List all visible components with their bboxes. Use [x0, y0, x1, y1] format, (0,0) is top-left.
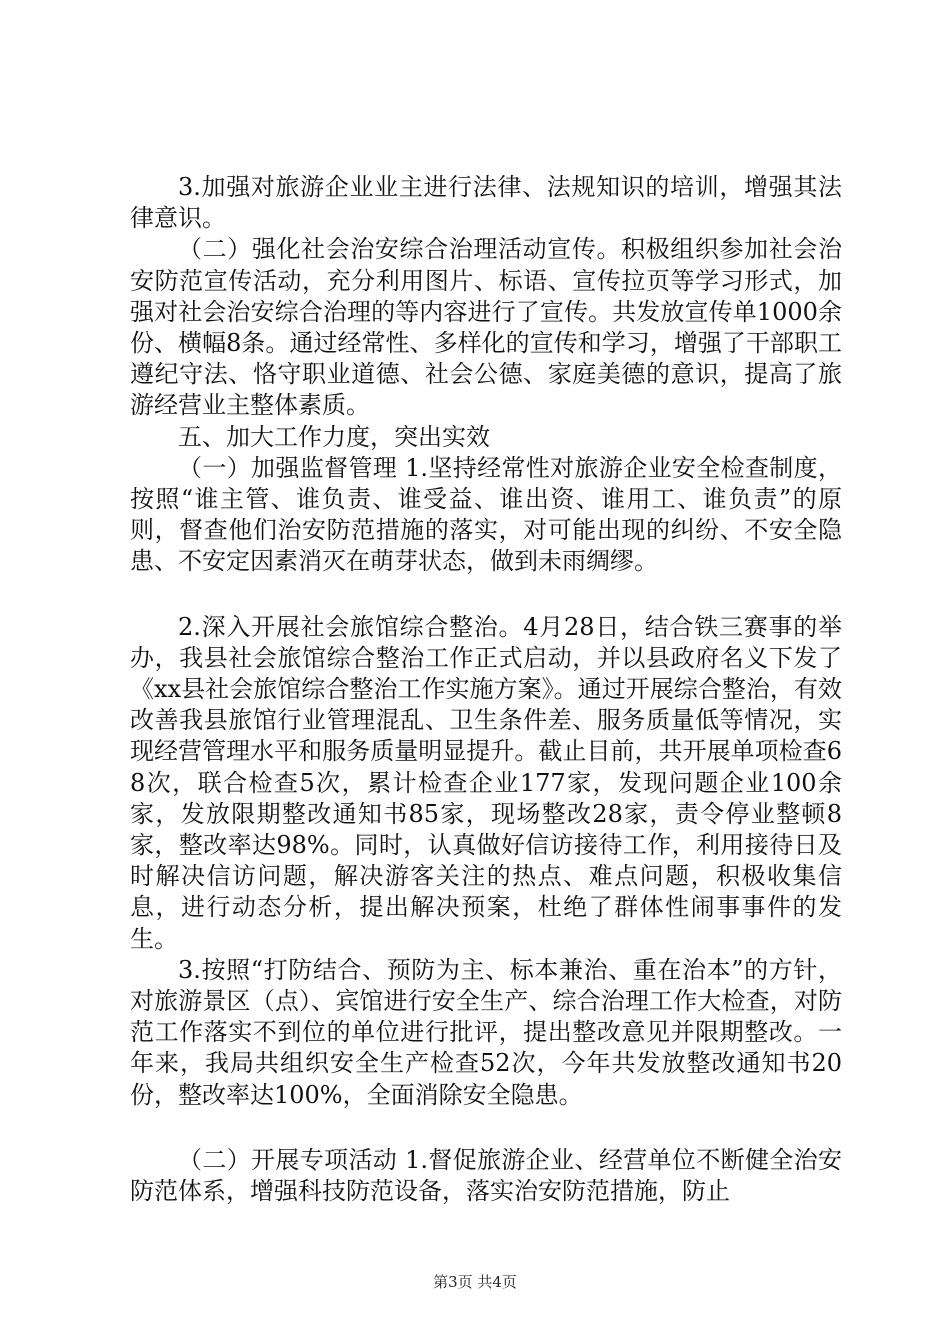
paragraph-inspection-policy: 3.按照“打防结合、预防为主、标本兼治、重在治本”的方针，对旅游景区（点）、宾馆进行安全生产、综合治理工作大检查，对防范工作落实不到位的单位进行批评，提出整改意见并限期整改。一年来，我局共组织安全生产检查52次，今年共发放整改通知书20份，整改率达100%，全面消除安全隐患。	[130, 955, 842, 1109]
paragraph-hotel-rectification: 2.深入开展社会旅馆综合整治。4月28日，结合铁三赛事的举办，我县社会旅馆综合整治工作正式启动，并以县政府名义下发了《xx县社会旅馆综合整治工作实施方案》。通过开展综合整治，有效改善我县旅馆行业管理混乱、卫生条件差、服务质量低等情况，实现经营管理水平和服务质量明显提升。截止目前，共开展单项检查68次，联合检查5次，累计检查企业177家，发现问题企业100余家，发放限期整改通知书85家，现场整改28家，责令停业整顿8家，整改率达98%。同时，认真做好信访接待工作，利用接待日及时解决信访问题，解决游客关注的热点、难点问题，积极收集信息，进行动态分析，提出解决预案，杜绝了群体性闹事事件的发生。	[130, 612, 842, 953]
paragraph-publicity: （二）强化社会治安综合治理活动宣传。积极组织参加社会治安防范宣传活动，充分利用图片、标语、宣传拉页等学习形式，加强对社会治安综合治理的等内容进行了宣传。共发放宣传单1000余份、横幅8条。通过经常性、多样化的宣传和学习，增强了干部职工遵纪守法、恪守职业道德、社会公德、家庭美德的意识，提高了旅游经营业主整体素质。	[130, 235, 842, 420]
section-heading-five: 五、加大工作力度，突出实效	[178, 422, 490, 451]
paragraph-training: 3.加强对旅游企业业主进行法律、法规知识的培训，增强其法律意识。	[130, 173, 842, 233]
document-body	[130, 172, 842, 1207]
page-footer: 第3页 共4页	[433, 1273, 517, 1291]
paragraph-special-activities: （二）开展专项活动 1.督促旅游企业、经营单位不断健全治安防范体系，增强科技防范设备，落实治安防范措施，防止	[130, 1145, 842, 1206]
paragraph-supervision: （一）加强监督管理 1.坚持经常性对旅游企业安全检查制度，按照“谁主管、谁负责、谁受益、谁出资、谁用工、谁负责”的原则，督查他们治安防范措施的落实，对可能出现的纠纷、不安全隐患、不安定因素消灭在萌芽状态，做到未雨绸缪。	[130, 453, 842, 576]
